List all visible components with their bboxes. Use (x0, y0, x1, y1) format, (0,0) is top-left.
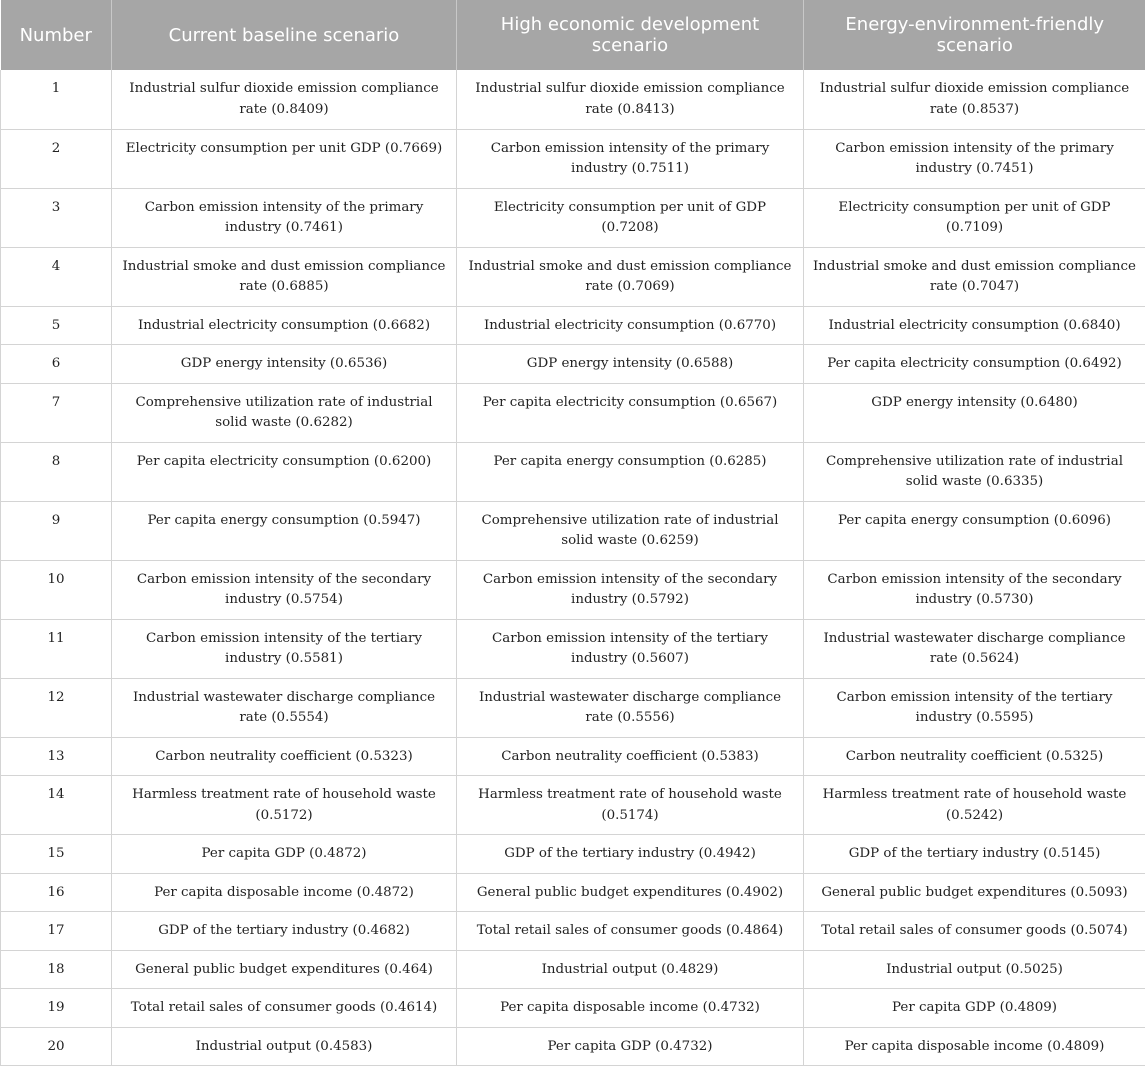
baseline-scenario-cell: Total retail sales of consumer goods (0.4614) (112, 989, 457, 1028)
energy-friendly-scenario-cell: Carbon emission intensity of the primary industry (0.7451) (804, 129, 1145, 188)
header-high-economic-scenario: High economic development scenario (457, 0, 804, 70)
baseline-scenario-cell: Carbon emission intensity of the primary industry (0.7461) (112, 188, 457, 247)
baseline-scenario-cell: Carbon emission intensity of the secondary industry (0.5754) (112, 560, 457, 619)
table-row (1, 776, 1145, 835)
high-economic-scenario-cell: General public budget expenditures (0.4902) (457, 873, 804, 912)
row-number-cell: 19 (1, 989, 112, 1028)
table-row (1, 737, 1145, 776)
energy-friendly-scenario-cell: Electricity consumption per unit of GDP (0.7109) (804, 188, 1145, 247)
row-number-cell: 1 (1, 70, 112, 129)
row-number-cell: 9 (1, 501, 112, 560)
baseline-scenario-cell: Comprehensive utilization rate of industrial solid waste (0.6282) (112, 383, 457, 442)
energy-friendly-scenario-cell: Harmless treatment rate of household waste (0.5242) (804, 776, 1145, 835)
table-row (1, 912, 1145, 951)
table-row (1, 70, 1145, 129)
energy-friendly-scenario-cell: Industrial wastewater discharge compliance rate (0.5624) (804, 619, 1145, 678)
table-row (1, 306, 1145, 345)
row-number-cell: 17 (1, 912, 112, 951)
high-economic-scenario-cell: Comprehensive utilization rate of industrial solid waste (0.6259) (457, 501, 804, 560)
energy-friendly-scenario-cell: Industrial electricity consumption (0.6840) (804, 306, 1145, 345)
energy-friendly-scenario-cell: Industrial sulfur dioxide emission compliance rate (0.8537) (804, 70, 1145, 129)
table-row (1, 1027, 1145, 1066)
baseline-scenario-cell: Per capita disposable income (0.4872) (112, 873, 457, 912)
high-economic-scenario-cell: Industrial output (0.4829) (457, 950, 804, 989)
baseline-scenario-cell: Carbon emission intensity of the tertiary industry (0.5581) (112, 619, 457, 678)
high-economic-scenario-cell: Industrial wastewater discharge compliance rate (0.5556) (457, 678, 804, 737)
table-row (1, 989, 1145, 1028)
header-baseline-scenario: Current baseline scenario (112, 0, 457, 70)
high-economic-scenario-cell: Per capita electricity consumption (0.6567) (457, 383, 804, 442)
energy-friendly-scenario-cell: Carbon emission intensity of the secondary industry (0.5730) (804, 560, 1145, 619)
energy-friendly-scenario-cell: Per capita disposable income (0.4809) (804, 1027, 1145, 1066)
row-number-cell: 5 (1, 306, 112, 345)
row-number-cell: 4 (1, 247, 112, 306)
energy-friendly-scenario-cell: General public budget expenditures (0.5093) (804, 873, 1145, 912)
table-row (1, 247, 1145, 306)
high-economic-scenario-cell: Carbon neutrality coefficient (0.5383) (457, 737, 804, 776)
row-number-cell: 11 (1, 619, 112, 678)
baseline-scenario-cell: Industrial smoke and dust emission compliance rate (0.6885) (112, 247, 457, 306)
energy-friendly-scenario-cell: Industrial output (0.5025) (804, 950, 1145, 989)
row-number-cell: 10 (1, 560, 112, 619)
energy-friendly-scenario-cell: Industrial smoke and dust emission compliance rate (0.7047) (804, 247, 1145, 306)
row-number-cell: 8 (1, 442, 112, 501)
baseline-scenario-cell: Industrial sulfur dioxide emission compliance rate (0.8409) (112, 70, 457, 129)
high-economic-scenario-cell: Industrial electricity consumption (0.6770) (457, 306, 804, 345)
row-number-cell: 18 (1, 950, 112, 989)
high-economic-scenario-cell: Industrial sulfur dioxide emission compliance rate (0.8413) (457, 70, 804, 129)
energy-friendly-scenario-cell: GDP of the tertiary industry (0.5145) (804, 835, 1145, 874)
table-row (1, 678, 1145, 737)
row-number-cell: 20 (1, 1027, 112, 1066)
baseline-scenario-cell: GDP of the tertiary industry (0.4682) (112, 912, 457, 951)
high-economic-scenario-cell: Per capita disposable income (0.4732) (457, 989, 804, 1028)
baseline-scenario-cell: Electricity consumption per unit GDP (0.7669) (112, 129, 457, 188)
high-economic-scenario-cell: GDP energy intensity (0.6588) (457, 345, 804, 384)
high-economic-scenario-cell: Total retail sales of consumer goods (0.4864) (457, 912, 804, 951)
high-economic-scenario-cell: GDP of the tertiary industry (0.4942) (457, 835, 804, 874)
baseline-scenario-cell: Per capita GDP (0.4872) (112, 835, 457, 874)
header-row (1, 0, 1145, 70)
table-row (1, 442, 1145, 501)
row-number-cell: 7 (1, 383, 112, 442)
table-row (1, 873, 1145, 912)
row-number-cell: 2 (1, 129, 112, 188)
header-energy-friendly-scenario: Energy-environment-friendly scenario (804, 0, 1145, 70)
energy-friendly-scenario-cell: Per capita electricity consumption (0.6492) (804, 345, 1145, 384)
baseline-scenario-cell: General public budget expenditures (0.464) (112, 950, 457, 989)
row-number-cell: 12 (1, 678, 112, 737)
row-number-cell: 3 (1, 188, 112, 247)
table-row (1, 619, 1145, 678)
high-economic-scenario-cell: Electricity consumption per unit of GDP (0.7208) (457, 188, 804, 247)
energy-friendly-scenario-cell: Comprehensive utilization rate of industrial solid waste (0.6335) (804, 442, 1145, 501)
baseline-scenario-cell: Harmless treatment rate of household waste (0.5172) (112, 776, 457, 835)
high-economic-scenario-cell: Carbon emission intensity of the tertiary industry (0.5607) (457, 619, 804, 678)
table-row (1, 188, 1145, 247)
header-number: Number (1, 0, 112, 70)
energy-friendly-scenario-cell: Total retail sales of consumer goods (0.5074) (804, 912, 1145, 951)
baseline-scenario-cell: Per capita energy consumption (0.5947) (112, 501, 457, 560)
row-number-cell: 6 (1, 345, 112, 384)
high-economic-scenario-cell: Industrial smoke and dust emission compliance rate (0.7069) (457, 247, 804, 306)
energy-friendly-scenario-cell: Per capita GDP (0.4809) (804, 989, 1145, 1028)
table-row (1, 383, 1145, 442)
high-economic-scenario-cell: Carbon emission intensity of the primary industry (0.7511) (457, 129, 804, 188)
table-header (1, 0, 1145, 70)
high-economic-scenario-cell: Carbon emission intensity of the secondary industry (0.5792) (457, 560, 804, 619)
table-row (1, 950, 1145, 989)
energy-friendly-scenario-cell: Carbon emission intensity of the tertiary industry (0.5595) (804, 678, 1145, 737)
baseline-scenario-cell: GDP energy intensity (0.6536) (112, 345, 457, 384)
baseline-scenario-cell: Industrial output (0.4583) (112, 1027, 457, 1066)
table-row (1, 835, 1145, 874)
row-number-cell: 14 (1, 776, 112, 835)
high-economic-scenario-cell: Harmless treatment rate of household waste (0.5174) (457, 776, 804, 835)
table-row (1, 129, 1145, 188)
row-number-cell: 15 (1, 835, 112, 874)
baseline-scenario-cell: Industrial electricity consumption (0.6682) (112, 306, 457, 345)
baseline-scenario-cell: Industrial wastewater discharge compliance rate (0.5554) (112, 678, 457, 737)
baseline-scenario-cell: Per capita electricity consumption (0.6200) (112, 442, 457, 501)
baseline-scenario-cell: Carbon neutrality coefficient (0.5323) (112, 737, 457, 776)
table-body (1, 70, 1145, 1066)
table-row (1, 501, 1145, 560)
energy-friendly-scenario-cell: GDP energy intensity (0.6480) (804, 383, 1145, 442)
high-economic-scenario-cell: Per capita energy consumption (0.6285) (457, 442, 804, 501)
energy-friendly-scenario-cell: Carbon neutrality coefficient (0.5325) (804, 737, 1145, 776)
table-row (1, 345, 1145, 384)
high-economic-scenario-cell: Per capita GDP (0.4732) (457, 1027, 804, 1066)
row-number-cell: 13 (1, 737, 112, 776)
table-row (1, 560, 1145, 619)
row-number-cell: 16 (1, 873, 112, 912)
energy-friendly-scenario-cell: Per capita energy consumption (0.6096) (804, 501, 1145, 560)
